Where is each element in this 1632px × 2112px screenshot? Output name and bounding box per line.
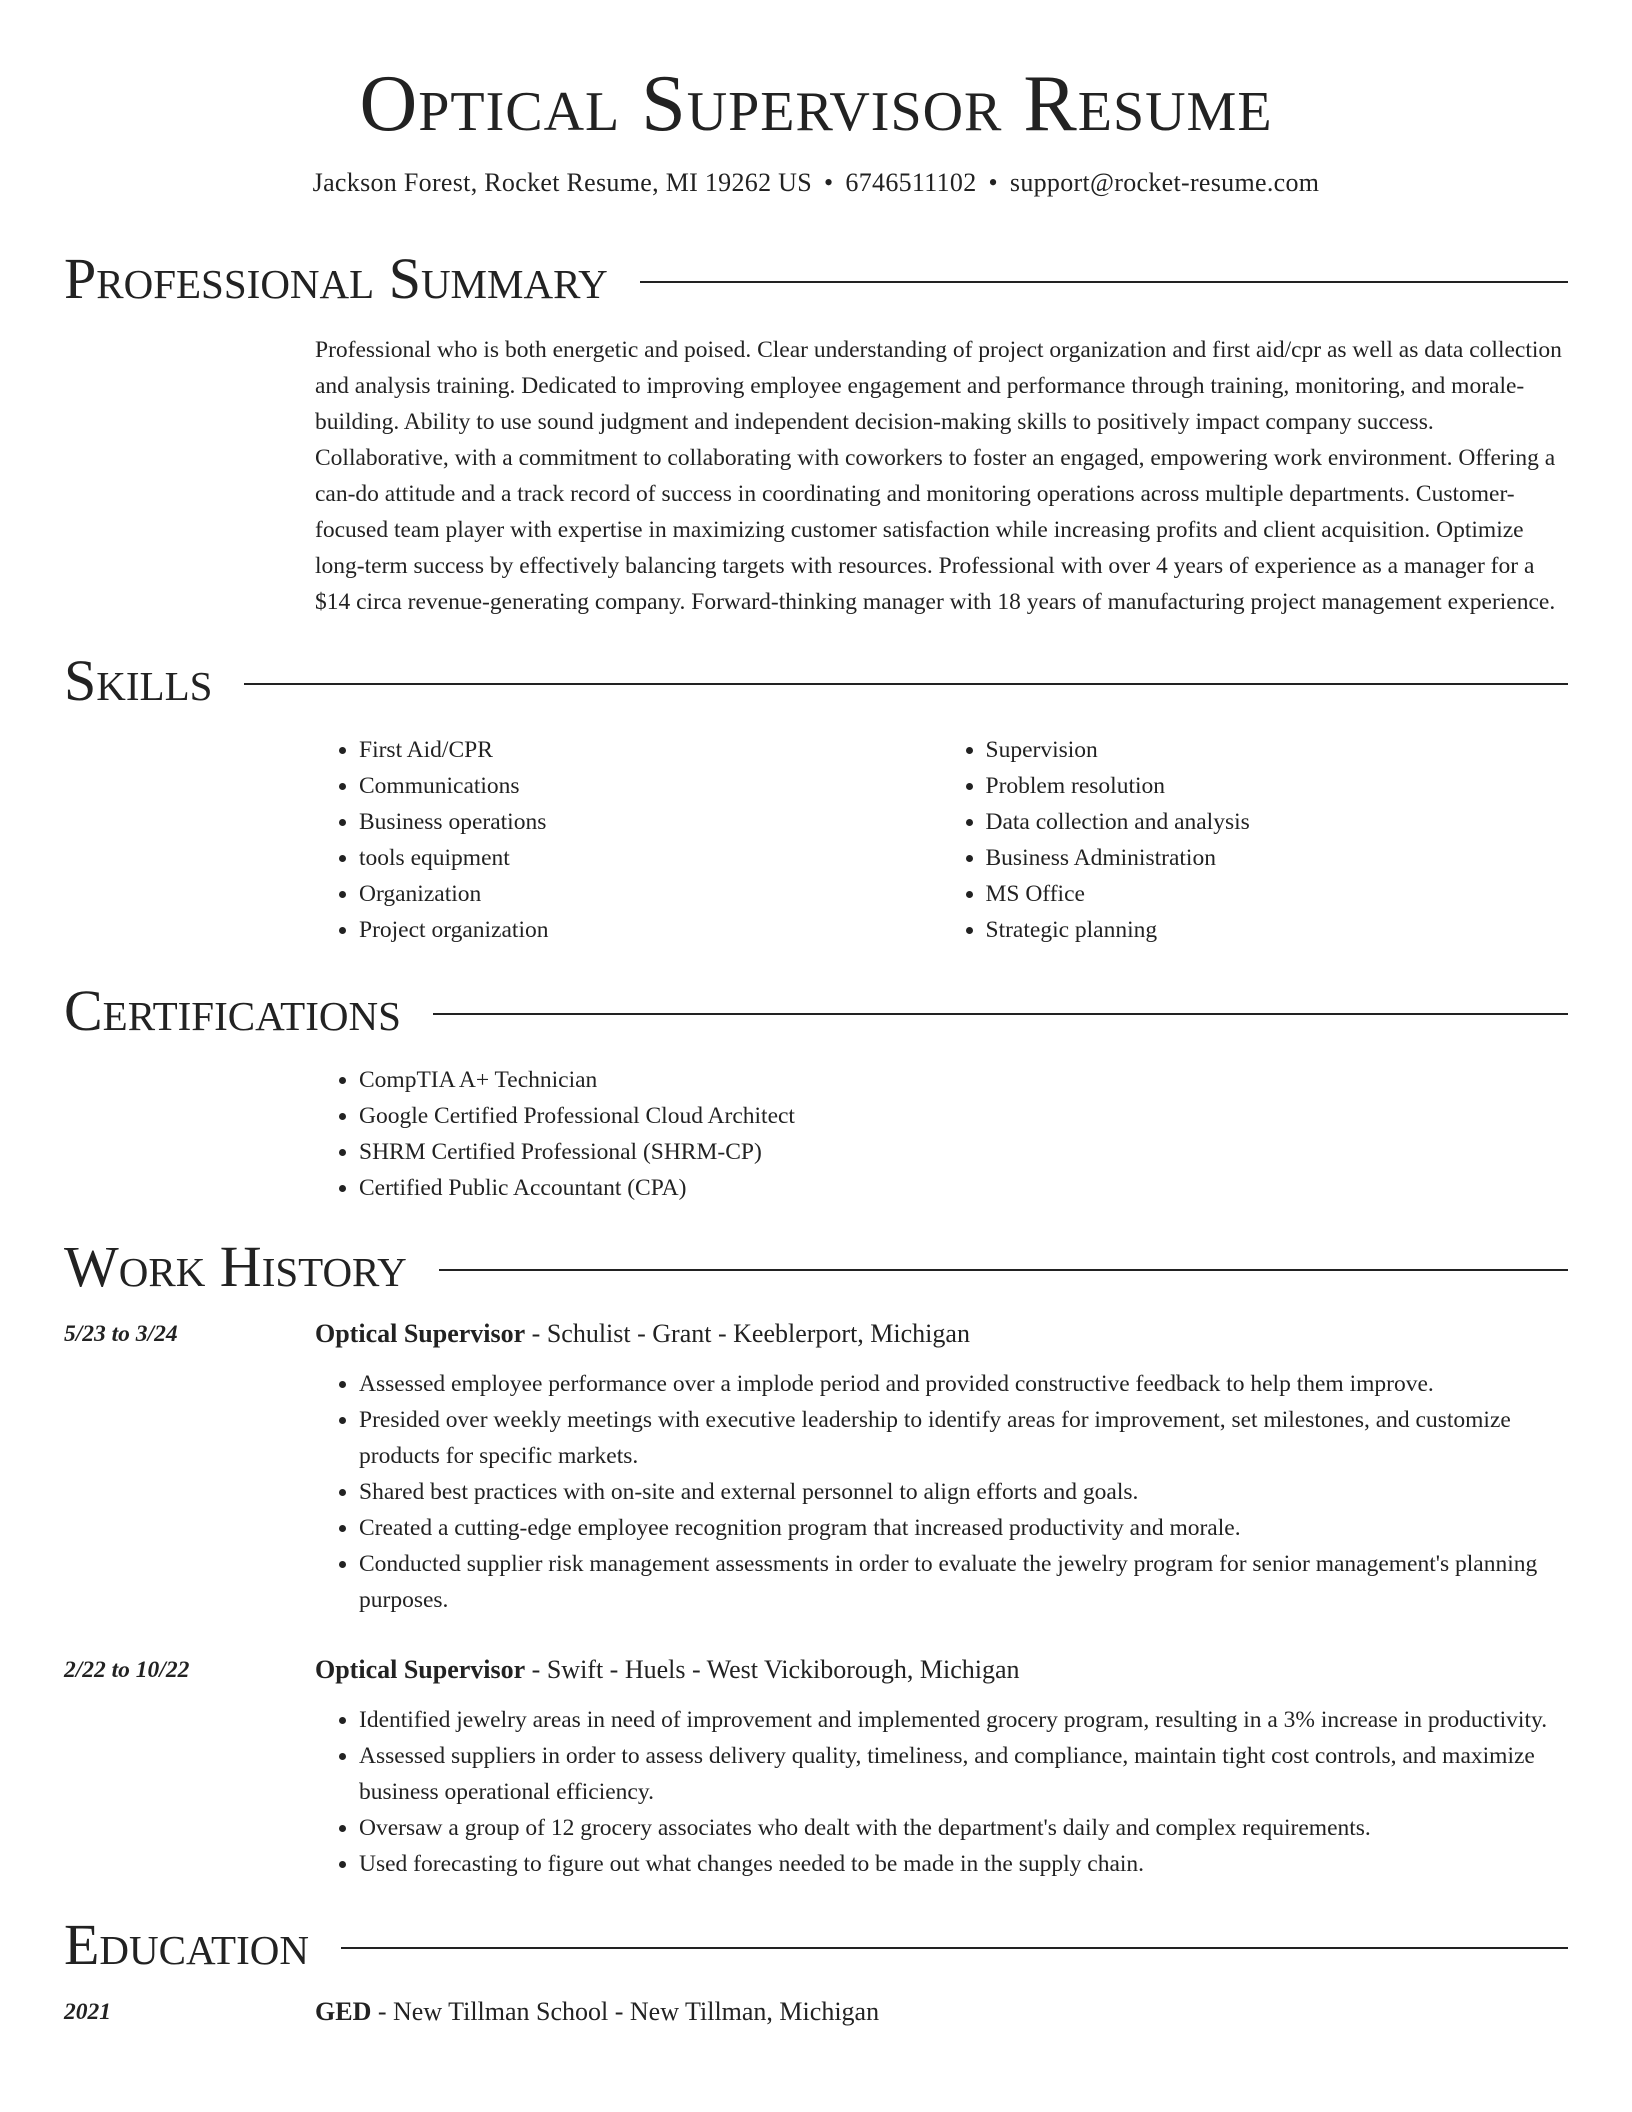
certifications-body	[315, 1062, 1568, 1206]
contact-phone: 6746511102	[845, 168, 977, 197]
skill-item: • Business operations	[359, 804, 942, 840]
contact-email: support@rocket-resume.com	[1009, 168, 1320, 197]
summary-heading: Professional Summary	[64, 246, 608, 311]
job-dates: 5/23 to 3/24	[64, 1321, 178, 1347]
skills-grid	[315, 732, 1568, 948]
skills-list-right	[942, 732, 1569, 948]
skill-item: • Business Administration	[986, 840, 1569, 876]
job-bullet: • Assessed employee performance over a implode period and provided constructive feedback to help them improve.	[359, 1366, 1568, 1402]
skill-item: • Problem resolution	[986, 768, 1569, 804]
resume-title: Optical Supervisor Resume	[359, 60, 1273, 148]
certifications-list	[315, 1062, 1568, 1206]
work-section-header	[64, 1232, 1568, 1302]
education-heading-line	[315, 1994, 1568, 2030]
certifications-section-header	[64, 976, 1568, 1046]
job-bullet: • Conducted supplier risk management assessments in order to evaluate the jewelry program for senior management's planning purposes.	[359, 1546, 1568, 1618]
job-details	[315, 1316, 1568, 1618]
job-heading	[315, 1652, 1568, 1688]
job-bullet: • Oversaw a group of 12 grocery associates who dealt with the department's daily and complex requirements.	[359, 1810, 1568, 1846]
job-details	[315, 1652, 1568, 1882]
job-bullet: • Created a cutting-edge employee recognition program that increased productivity and morale.	[359, 1510, 1568, 1546]
summary-section-header	[64, 244, 1568, 314]
skill-item: • MS Office	[986, 876, 1569, 912]
skills-list-left	[315, 732, 942, 948]
job-bullet: • Shared best practices with on-site and external personnel to align efforts and goals.	[359, 1474, 1568, 1510]
education-entry	[64, 1994, 1568, 2030]
education-section-header	[64, 1910, 1568, 1980]
education-heading: Education	[64, 1912, 309, 1977]
section-divider	[244, 683, 1568, 685]
job-bullet: • Assessed suppliers in order to assess delivery quality, timeliness, and compliance, maintain tight cost controls, and maximize business operational efficiency.	[359, 1738, 1568, 1810]
skill-item: • Project organization	[359, 912, 942, 948]
skill-item: • Strategic planning	[986, 912, 1569, 948]
job-bullet: • Presided over weekly meetings with executive leadership to identify areas for improvement, set milestones, and customize products for specific markets.	[359, 1402, 1568, 1474]
contact-address: Jackson Forest, Rocket Resume, MI 19262 US	[312, 168, 813, 197]
job-employer: - Swift - Huels - West Vickiborough, Michigan	[525, 1655, 1020, 1684]
job-heading	[315, 1316, 1568, 1352]
contact-line	[64, 168, 1568, 198]
job-bullets	[315, 1366, 1568, 1618]
contact-separator: •	[824, 168, 834, 197]
certification-item: • Google Certified Professional Cloud Architect	[359, 1098, 1568, 1134]
skills-section-header	[64, 646, 1568, 716]
skill-item: • tools equipment	[359, 840, 942, 876]
summary-body	[315, 332, 1568, 620]
certifications-heading: Certifications	[64, 978, 401, 1043]
certification-item: • SHRM Certified Professional (SHRM-CP)	[359, 1134, 1568, 1170]
job-bullet: • Identified jewelry areas in need of improvement and implemented grocery program, resulting in a 3% increase in productivity.	[359, 1702, 1568, 1738]
skill-item: • Data collection and analysis	[986, 804, 1569, 840]
skill-item: • First Aid/CPR	[359, 732, 942, 768]
section-divider	[439, 1269, 1568, 1271]
job-entry	[64, 1652, 1568, 1882]
job-title: Optical Supervisor	[315, 1319, 526, 1348]
job-bullets	[315, 1702, 1568, 1882]
section-divider	[433, 1013, 1568, 1015]
section-divider	[341, 1947, 1568, 1949]
skill-item: • Communications	[359, 768, 942, 804]
work-heading: Work History	[64, 1234, 407, 1299]
education-degree: GED	[315, 1997, 372, 2026]
certification-item: • Certified Public Accountant (CPA)	[359, 1170, 1568, 1206]
education-details	[315, 1994, 1568, 2030]
job-entry	[64, 1316, 1568, 1618]
skill-item: • Supervision	[986, 732, 1569, 768]
summary-text: Professional who is both energetic and poised. Clear understanding of project organization and first aid/cpr as well as data collection and analysis training. Dedicated to improving employee engagement and performance through training, monitoring, and morale-building. Ability to use sound judgment and independent decision-making skills to positively impact company success. Collaborative, with a commitment to collaborating with coworkers to foster an engaged, empowering work environment. Offering a can-do attitude and a track record of success in coordinating and monitoring operations across multiple departments. Customer-focused team player with expertise in maximizing customer satisfaction while increasing profits and client acquisition. Optimize long-term success by effectively balancing targets with resources. Professional with over 4 years of experience as a manager for a $14 circa revenue-generating company. Forward-thinking manager with 18 years of manufacturing project management experience.	[315, 337, 1562, 615]
contact-separator: •	[988, 168, 998, 197]
skills-heading: Skills	[64, 648, 213, 713]
job-title: Optical Supervisor	[315, 1655, 526, 1684]
certification-item: • CompTIA A+ Technician	[359, 1062, 1568, 1098]
job-employer: - Schulist - Grant - Keeblerport, Michigan	[525, 1319, 970, 1348]
job-dates: 2/22 to 10/22	[64, 1657, 190, 1683]
section-divider	[640, 281, 1568, 283]
skill-item: • Organization	[359, 876, 942, 912]
education-year: 2021	[64, 1999, 111, 2025]
education-school: - New Tillman School - New Tillman, Michigan	[371, 1997, 880, 2026]
job-bullet: • Used forecasting to figure out what changes needed to be made in the supply chain.	[359, 1846, 1568, 1882]
